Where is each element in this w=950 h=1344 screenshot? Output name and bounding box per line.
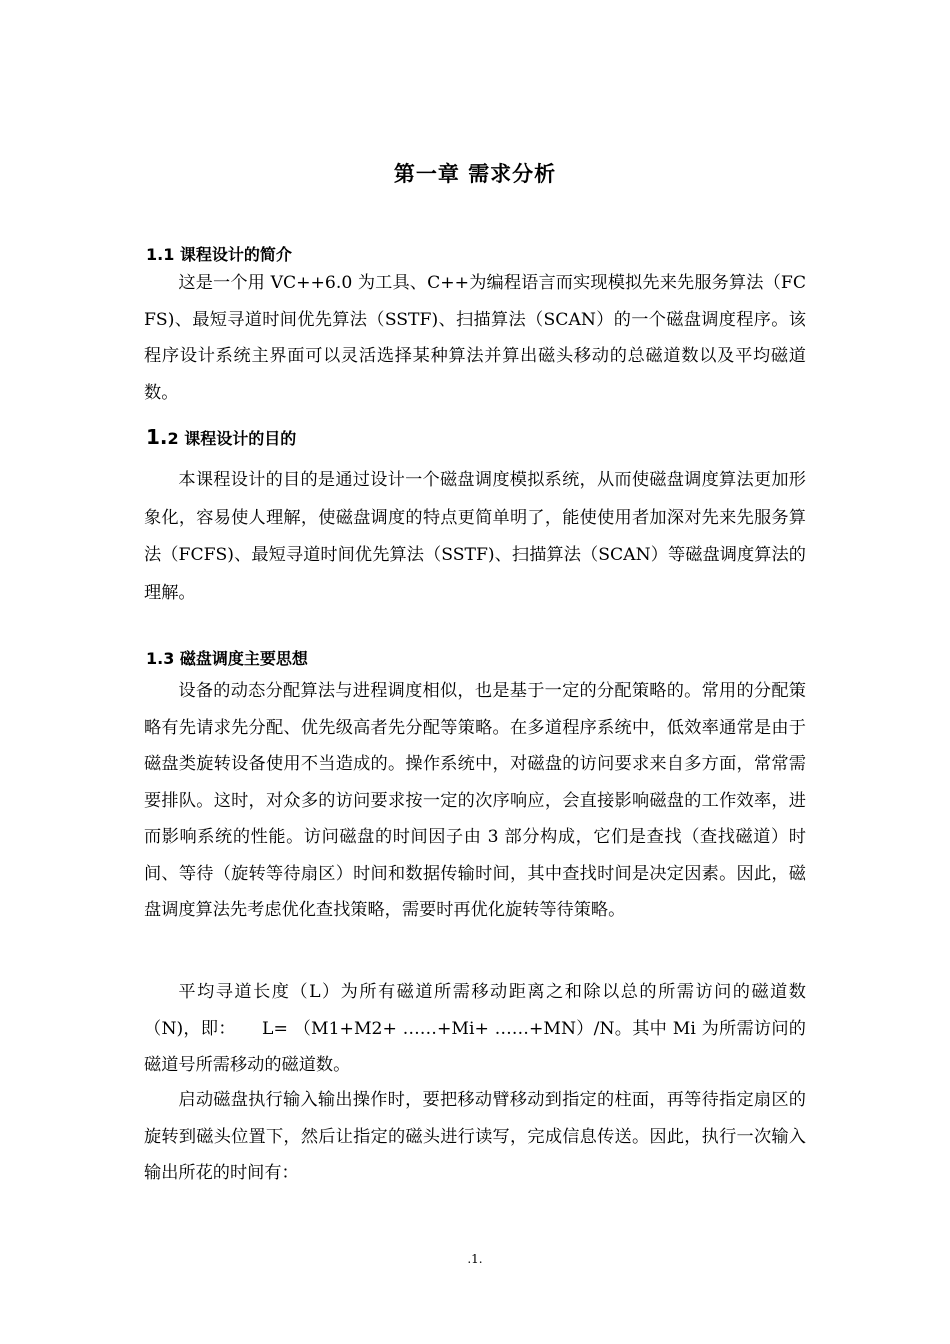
page-number: .1.: [467, 1252, 483, 1266]
section-1-3-paragraph-1: 设备的动态分配算法与进程调度相似，也是基于一定的分配策略的。常用的分配策略有先请求先分配、优先级高者先分配等策略。在多道程序系统中，低效率通常是由于磁盘类旋转设备使用不当造成的。操作系统中，对磁盘的访问要求来自多方面，常常需要排队。这时，对众多的访问要求按一定的次序响应，会直接影响磁盘的工作效率，进而影响系统的性能。访问磁盘的时间因子由 3 部分构成，它们是查找（查找磁道）时间、等待（旋转等待扇区）时间和数据传输时间，其中查找时间是决定因素。因此，磁盘调度算法先考虑优化查找策略，需要时再优化旋转等待策略。: [144, 681, 806, 920]
section-heading-1-1: 1.1 课程设计的简介: [146, 245, 292, 264]
section-1-3-paragraph-2: 平均寻道长度（L）为所有磁道所需移动距离之和除以总的所需访问的磁道数（N)，即： L= （M1+M2+ ……+Mi+ ……+MN）/N。其中 Mi 为所需访问的磁道号所需移动的磁道数。: [144, 982, 806, 1075]
chapter-title: 第一章 需求分析: [393, 162, 557, 186]
section-1-2-paragraph: 本课程设计的目的是通过设计一个磁盘调度模拟系统，从而使磁盘调度算法更加形象化，容易使人理解，使磁盘调度的特点更简单明了，能使使用者加深对先来先服务算法（FCFS)、最短寻道时间优先算法（SSTF)、扫描算法（SCAN）等磁盘调度算法的理解。: [144, 470, 806, 603]
section-1-1-paragraph: 这是一个用 VC++6.0 为工具、C++为编程语言而实现模拟先来先服务算法（FCFS)、最短寻道时间优先算法（SSTF)、扫描算法（SCAN）的一个磁盘调度程序。该程序设计系统主界面可以灵活选择某种算法并算出磁头移动的总磁道数以及平均磁道数。: [144, 273, 806, 403]
section-heading-1-2-number: 1.: [146, 425, 168, 449]
section-heading-1-2: [146, 425, 296, 449]
section-heading-1-2-text: 2 课程设计的目的: [167, 429, 297, 448]
section-heading-1-3: 1.3 磁盘调度主要思想: [146, 649, 308, 668]
section-1-3-paragraph-3: 启动磁盘执行输入输出操作时，要把移动臂移动到指定的柱面，再等待指定扇区的旋转到磁头位置下，然后让指定的磁头进行读写，完成信息传送。因此，执行一次输入输出所花的时间有：: [144, 1090, 806, 1183]
